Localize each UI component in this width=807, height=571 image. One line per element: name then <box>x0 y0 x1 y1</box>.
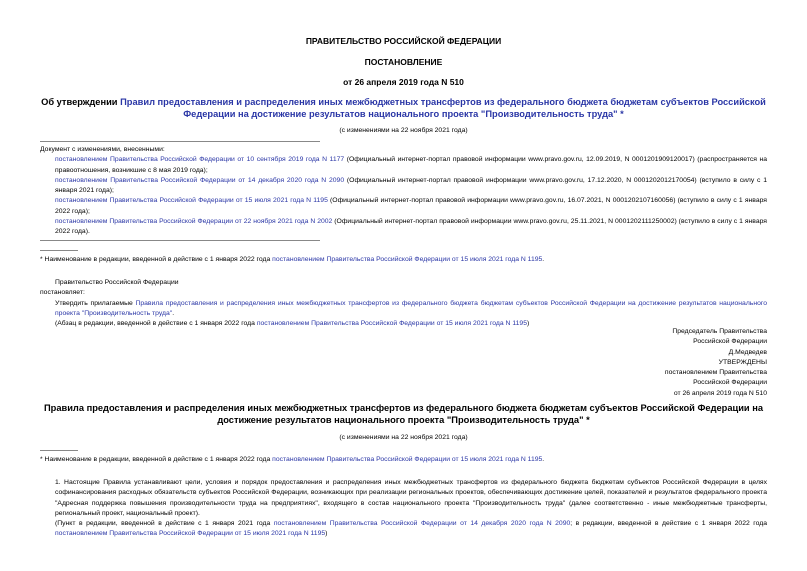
signature-block <box>665 327 767 399</box>
footnote-text: * Наименование в редакции, введенной в действие с 1 января 2022 года <box>40 256 273 263</box>
signature-line: Российской Федерации <box>693 338 767 346</box>
rules-title: Правила предоставления и распределения иных межбюджетных трансфертов из федерального бюджета бюджетам субъектов Российской Федерации на достижение результатов национального проекта "Производительность труда" * <box>43 403 764 425</box>
amended-note: (с изменениями на 22 ноября 2021 года) <box>339 127 468 134</box>
amended-note: (с изменениями на 22 ноября 2021 года) <box>339 434 468 441</box>
footnote <box>40 455 767 465</box>
divider <box>40 141 320 142</box>
change-item <box>40 176 767 197</box>
footnote-divider <box>40 450 78 451</box>
footnote-end: . <box>542 456 545 463</box>
note-link[interactable]: постановлением Правительства Российской Федерации от 14 декабря 2020 года N 2090 <box>273 520 571 528</box>
approved-line: от 26 апреля 2019 года N 510 <box>673 389 767 397</box>
title-link[interactable]: Правил предоставления и распределения иных межбюджетных трансфертов из федерального бюджета бюджетам субъектов Российской Федерации на достижение результатов национального проекта "Производительность труда" * <box>120 97 766 119</box>
change-link[interactable]: постановлением Правительства Российской Федерации от 15 июля 2021 года N 1195 <box>55 197 328 205</box>
document-title <box>40 96 767 120</box>
divider <box>40 240 320 241</box>
abzac-end: ) <box>526 320 530 328</box>
abzac-note <box>40 319 767 329</box>
change-link[interactable]: постановлением Правительства Российской Федерации от 10 сентября 2019 года N 1177 <box>55 156 345 164</box>
signature-line: Д.Медведев <box>728 348 767 356</box>
note-end: ) <box>325 530 328 538</box>
approved-line: УТВЕРЖДЕНЫ <box>718 358 767 366</box>
preamble-line: постановляет: <box>40 289 85 297</box>
change-link[interactable]: постановлением Правительства Российской Федерации от 22 ноября 2021 года N 2002 <box>55 218 333 226</box>
note-link[interactable]: постановлением Правительства Российской Федерации от 15 июля 2021 года N 1195 <box>55 530 326 538</box>
approve-end: . <box>172 309 175 317</box>
footnote-link[interactable]: постановлением Правительства Российской Федерации от 15 июля 2021 года N 1195 <box>272 256 543 263</box>
point-1-note <box>40 519 767 540</box>
doc-type-heading: ПОСТАНОВЛЕНИЕ <box>364 57 443 67</box>
approved-line: Российской Федерации <box>693 379 767 387</box>
change-text: (Официальный интернет-портал правовой информации www.pravo.gov.ru, 17.12.2020, N 0001202012170054) (вступило в силу с 1 января 2021 года); <box>55 176 768 195</box>
point-1-text: 1. Настоящие Правила устанавливают цели, условия и порядок предоставления и распределения иных межбюджетных трансфертов из федерального бюджета бюджетам субъектов Российской Федерации в целях софинансирования расходных обязательств субъектов Российской Федерации, возникающих при реализации региональных проектов, обеспечивающих достижение целей, показателей и результатов федерального проекта "Адресная поддержка повышения производительности труда на предприятиях", входящего в состав национального проекта "Производительность труда" (далее соответственно - иные межбюджетные трансферты, региональный проект, национальный проект). <box>55 479 767 517</box>
approve-paragraph <box>40 299 767 320</box>
change-item <box>40 196 767 217</box>
title-prefix: Об утверждении <box>41 97 121 107</box>
change-link[interactable]: постановлением Правительства Российской Федерации от 14 декабря 2020 года N 2090 <box>55 176 345 184</box>
footnote <box>40 255 767 265</box>
note-prefix: (Пункт в редакции, введенной в действие с 1 января 2021 года <box>55 520 274 528</box>
approve-link[interactable]: Правила предоставления и распределения иных межбюджетных трансфертов из федерального бюджета бюджетам субъектов Российской Федерации на достижение результатов национального проекта "Производительность труда" <box>55 299 767 317</box>
signature-line: Председатель Правительства <box>672 328 767 335</box>
changes-intro: Документ с изменениями, внесенными: <box>40 146 165 153</box>
doc-date-heading: от 26 апреля 2019 года N 510 <box>343 77 464 87</box>
change-text: (Официальный интернет-портал правовой информации www.pravo.gov.ru, 16.07.2021, N 0001202107160056) (вступило в силу с 1 января 2022 года); <box>55 197 767 215</box>
preamble-line: Правительство Российской Федерации <box>55 279 179 286</box>
footnote-text: * Наименование в редакции, введенной в действие с 1 января 2022 года <box>40 456 273 463</box>
approve-prefix: Утвердить прилагаемые <box>55 299 136 307</box>
footnote-divider <box>40 250 78 251</box>
approved-line: постановлением Правительства <box>664 369 767 377</box>
note-mid: ; в редакции, введенной в действие с 1 января 2022 года <box>570 520 767 528</box>
changes-block <box>40 145 767 238</box>
change-item <box>40 155 767 176</box>
abzac-link[interactable]: постановлением Правительства Российской Федерации от 15 июля 2021 года N 1195 <box>256 320 527 328</box>
footnote-end: . <box>542 256 545 263</box>
abzac-prefix: (Абзац в редакции, введенной в действие с 1 января 2022 года <box>55 320 257 328</box>
point-1 <box>40 478 767 540</box>
change-text: (Официальный интернет-портал правовой информации www.pravo.gov.ru, 12.09.2019, N 0001201909120017) (распространяется на правоотношения, возникшие с 8 мая 2019 года); <box>55 156 767 174</box>
change-text: (Официальный интернет-портал правовой информации www.pravo.gov.ru, 25.11.2021, N 0001202111250002) (вступило в силу с 1 января 2022 года). <box>55 218 767 236</box>
change-item <box>40 217 767 238</box>
org-heading: ПРАВИТЕЛЬСТВО РОССИЙСКОЙ ФЕДЕРАЦИИ <box>305 36 502 46</box>
footnote-link[interactable]: постановлением Правительства Российской Федерации от 15 июля 2021 года N 1195 <box>272 456 543 463</box>
preamble <box>40 278 767 329</box>
